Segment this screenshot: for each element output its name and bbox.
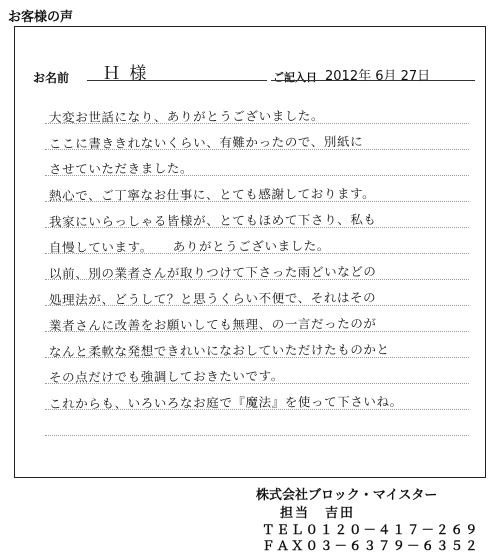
comment-line: 自慢しています。 ありがとうございました。 <box>48 238 331 255</box>
comment-line: 処理法が、どうして？と思うくらい不便で、それはその <box>48 289 377 308</box>
comment-line: 我家にいらっしゃる皆様が、とてもほめて下さり、私も <box>48 211 377 230</box>
comment-line: 以前、別の業者さんが取りつけて下さった雨どいなどの <box>48 263 377 282</box>
date-label: ご記入日 <box>273 71 317 84</box>
comment-line: これからも、いろいろなお庭で『魔法』を使って下さいね。 <box>48 393 403 412</box>
staff-name: 担当 吉田 <box>280 506 356 521</box>
comment-line: ここに書ききれないくらい、有難かったので、別紙に <box>48 133 364 152</box>
name-underline <box>87 80 267 81</box>
date-value: 2012年 6月 27日 <box>325 69 431 84</box>
comment-line: その点だけでも強調しておきたいです。 <box>48 368 284 385</box>
date-underline <box>271 80 475 81</box>
comment-line: 熱心で、ご丁寧なお仕事に、とても感謝しております。 <box>48 185 376 204</box>
tel-number: ＴＥＬ０１２０－４１７－２６９ <box>262 522 480 537</box>
comment-line: なんと柔軟な発想できれいになおしていただけたものかと <box>48 341 390 360</box>
page-title: お客様の声 <box>8 10 74 25</box>
comment-line: させていただきました。 <box>48 160 194 177</box>
ruled-line <box>45 435 469 436</box>
fax-number: ＦＡＸ０３－６３７９－６３５２ <box>262 538 480 553</box>
comment-line: 大変お世話になり、ありがとうございました。 <box>48 108 325 125</box>
feedback-card <box>14 26 486 478</box>
name-label: お名前 <box>33 71 70 85</box>
customer-name: Ｈ 様 <box>103 64 149 84</box>
company-name: 株式会社ブロック・マイスター <box>256 488 438 503</box>
comment-line: 業者さんに改善をお願いしても無理、の一言だったのが <box>48 315 377 334</box>
